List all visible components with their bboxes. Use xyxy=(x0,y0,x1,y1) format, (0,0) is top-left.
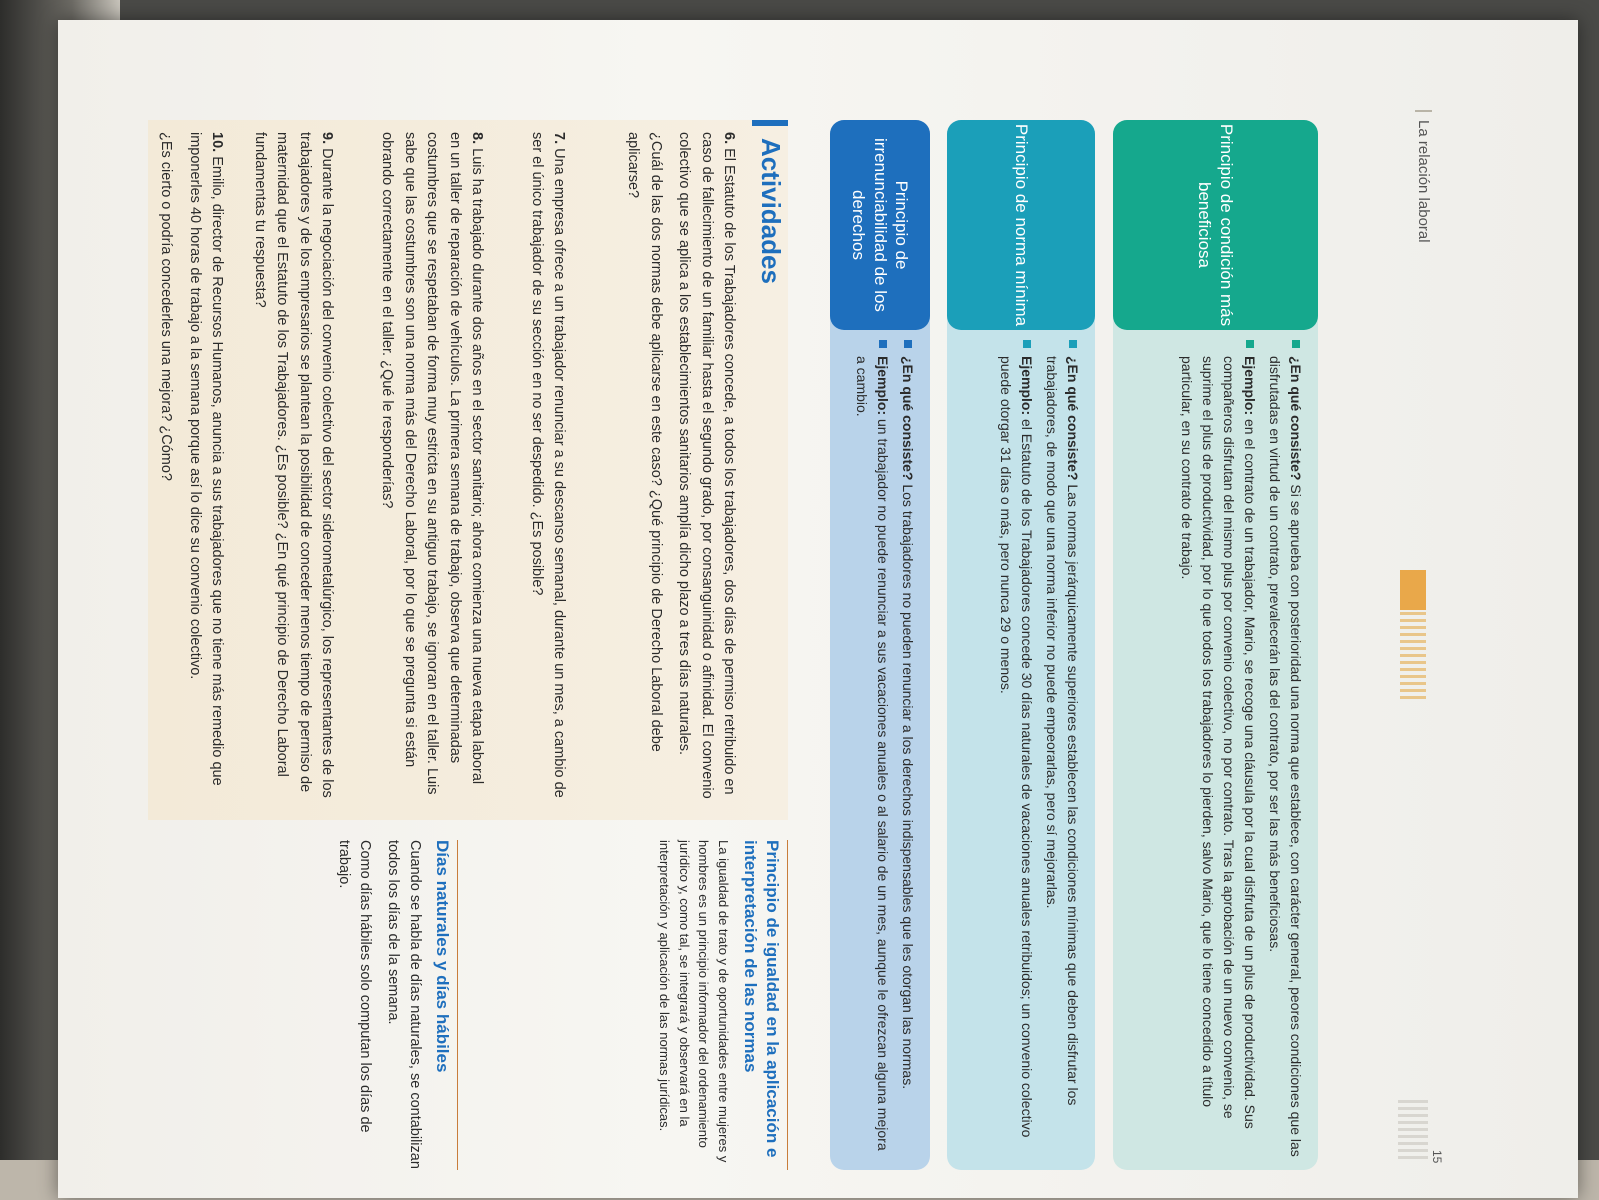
activity-item: 9. Durante la negociación del convenio colectivo del sector siderometalúrgico, los representantes de los trabajadores y de los empresarios se plantean la posibilidad de conceder menos tiempo de permiso de maternidad que el Estatuto de los Trabajadores. ¿Es posible? ¿En qué principio de Derecho Laboral fundamentas tu respuesta? xyxy=(251,132,335,798)
chapter-title: La relación laboral xyxy=(1415,110,1432,243)
principle-question: ¿En qué consiste? Las normas jerárquicamente superiores establecen las condiciones mínimas que deben disfrutar los trabajadores, de modo que una norma inferior no puede empeorarlas, pero sí mejorarlas. xyxy=(1041,340,1083,1158)
principle-content xyxy=(1172,340,1306,1158)
activity-item: 8. Luis ha trabajado durante dos años en el sector sanitario; ahora comienza una nueva etapa laboral en un taller de reparación de vehículos. La primera semana de trabajo, observa que determinadas costumbres que se respetaban de forma muy estricta en su antiguo trabajo, se ignoran en el taller. Luis sabe que las costumbres son una norma más del Derecho Laboral, por lo que se pregunta si están obrando correctamente en el taller. ¿Qué le responderías? xyxy=(379,132,485,795)
sidebar-title: Días naturales y días hábiles xyxy=(431,840,458,1170)
principle-label: Principio de norma mínima xyxy=(947,120,1095,330)
principle-example: Ejemplo: en el contrato de un trabajador, Mario, se recoge una cláusula por la cual disfruta de un plus de productividad. Sus compañeros disfrutan del mismo plus por convenio colectivo, no por contrato. Tras la aprobación de un nuevo convenio, se suprime el plus de productividad, por lo que todos los trabajadores lo pierden, salvo Mario, que lo tiene concedido a título particular, en su contrato de trabajo. xyxy=(1176,340,1260,1158)
textbook-page xyxy=(58,20,1578,1198)
activity-item: 10. Emilio, director de Recursos Humanos, anuncia a sus trabajadores que no tiene más remedio que imponerles 40 horas de trabajo a la semana porque así lo dice su convenio colectivo. ¿Es cierto o podría concederles una mejora? ¿Cómo? xyxy=(158,132,225,786)
principle-row xyxy=(1113,120,1318,1170)
sidebar-text-2: Como días hábiles solo computan los días de trabajo. xyxy=(335,840,374,1133)
activity-item: 6. El Estatuto de los Trabajadores concede, a todos los trabajadores, dos días de permiso retribuido en caso de fallecimiento de un familiar hasta el segundo grado, por consanguinidad o afinidad. El convenio colectivo que se aplica a los establecimientos sanitarios amplía dicho plazo a tres días naturales. ¿Cuál de las dos normas debe aplicarse en este caso? ¿Qué principio de Derecho Laboral debe aplicarse? xyxy=(625,132,737,799)
sidebar-text: Cuando se habla de días naturales, se contabilizan todos los días de la semana. xyxy=(385,840,423,1169)
header-stripes-right xyxy=(1398,1100,1428,1160)
sidebar-title: Principio de igualdad en la aplicación e interpretación de las normas xyxy=(739,840,788,1170)
principle-example: Ejemplo: un trabajador no puede renunciar a sus vacaciones anuales o al salario de un mes, aunque le ofrezcan alguna mejora a cambio. xyxy=(851,340,893,1158)
principle-question: ¿En qué consiste? Los trabajadores no pueden renunciar a los derechos indispensables que les otorgan las normas. xyxy=(897,340,918,1158)
principle-row xyxy=(830,120,930,1170)
activity-item: 7. Una empresa ofrece a un trabajador renunciar a su descanso semanal, durante un mes, a cambio de ser el único trabajador de su sección en no ser despedido. ¿Es posible? xyxy=(528,132,567,798)
principle-row xyxy=(947,120,1095,1170)
principle-question: ¿En qué consiste? Si se aprueba con posterioridad una norma que establece, con carácter general, peores condiciones que las disfrutadas en virtud de un contrato, prevalecerán las del contrato, por ser las más beneficiosas. xyxy=(1264,340,1306,1158)
activities-title: Actividades xyxy=(756,138,786,284)
principle-label: Principio de irrenunciabilidad de los derechos xyxy=(830,120,930,330)
sidebar-days xyxy=(332,840,458,1170)
sidebar-equality xyxy=(655,840,788,1170)
principle-example: Ejemplo: el Estatuto de los Trabajadores concede 30 días naturales de vacaciones anuales retribuidos; un convenio colectivo puede otorgar 31 días o más, pero nunca 29 o menos. xyxy=(995,340,1037,1158)
principle-label: Principio de condición más beneficiosa xyxy=(1113,120,1318,330)
header-accent-bar xyxy=(1400,570,1426,610)
header-stripes xyxy=(1400,612,1426,702)
activities-header xyxy=(752,120,788,826)
sidebar-text: La igualdad de trato y de oportunidades entre mujeres y hombres es un principio informador del ordenamiento jurídico y, como tal, se integrará y observará en la interpretación y aplicación de las normas jurídicas. xyxy=(657,840,731,1163)
principle-content xyxy=(847,340,918,1158)
rotated-page-content xyxy=(148,100,1444,1190)
page-header xyxy=(1398,100,1444,1190)
principle-content xyxy=(991,340,1083,1158)
page-number: 15 xyxy=(1430,1150,1444,1164)
activities-box xyxy=(148,120,788,820)
